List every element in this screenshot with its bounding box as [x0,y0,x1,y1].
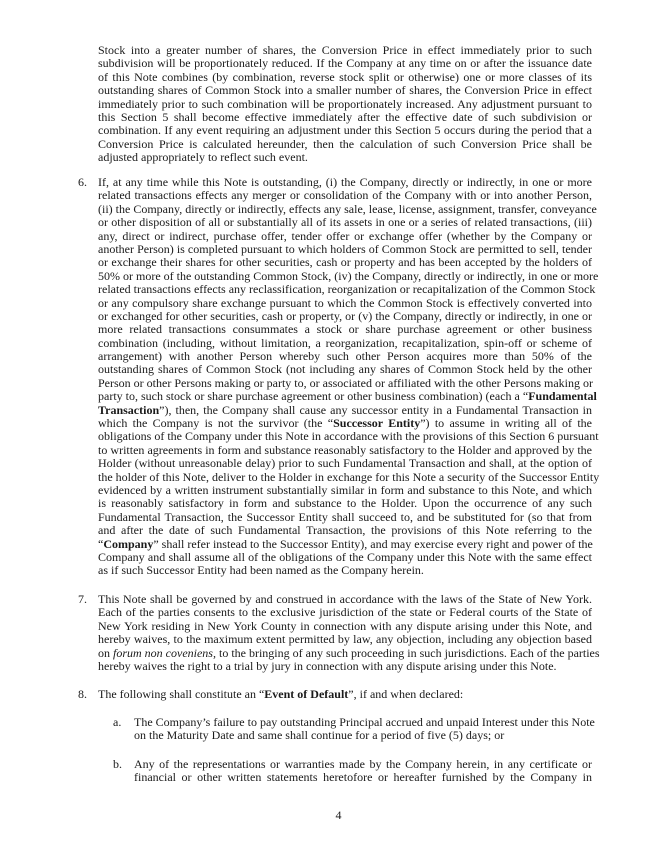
text-line [98,389,597,404]
text-line [98,404,592,417]
text-line [98,189,592,202]
text-line [98,457,592,470]
text-line [98,337,592,350]
text-run: The following shall constitute an “ [98,687,265,701]
text-run: ”), then, the Company shall cause any successor entity in a Fundamental Transaction in [159,402,592,417]
italic-term: forum non coveniens, [113,645,216,660]
text-line [98,564,592,577]
text-run: obligations of the Company under this Note in accordance with the provisions of this Section 6 pursuant [98,429,599,444]
text-run: hereby waives the right to a trial by jury in connection with any dispute arising under this Note. [98,658,557,673]
text-run: to the bringing of any such proceeding in such jurisdictions. Each of the parties [215,645,600,660]
text-line [98,429,599,444]
text-line [98,606,592,619]
text-line [98,84,592,97]
text-run: ” shall refer instead to the Successor Entity), and may exercise every right and power of the [153,536,593,551]
text-line [98,176,592,189]
text-run: any, direct or indirect, purchase offer, tender offer or exchange offer (whether by the Company or [98,228,592,243]
text-run: on the Maturity Date and same shall continue for a period of five (5) days; or [134,728,505,743]
text-run: related transactions effects any merger or consolidation of the Company with or into another Person, [98,188,592,203]
text-line [98,71,592,84]
text-run: on [98,645,113,660]
text-line [98,469,600,484]
text-line [98,98,592,111]
text-run: evidenced by a written instrument substantially similar in form and substance to this Note, and which [98,482,592,497]
text-run: of this Note combines (by combination, reverse stock split or otherwise) one or more classes of its [98,69,592,84]
text-run: Company and shall assume all of the obligations of the Company under this Note with the same effect [98,549,592,564]
paragraph-section-8 [78,687,592,701]
text-line [98,268,599,283]
text-run: financial or other written statements heretofore or hereafter furnished by the Company in [134,770,592,785]
text-run: another Person) is completed pursuant to which holders of Common Stock are permitted to sell, tender [98,241,592,256]
text-run: Conversion Price is calculated hereunder, then the calculation of such Conversion Price shall be [98,136,592,151]
text-run: Person or other Persons making or party to, or associated or affiliated with the other Persons making or [98,375,594,390]
text-run: ”) to assume in writing all of the [420,416,592,431]
text-run: Stock into a greater number of shares, the Conversion Price in effect immediately prior to such [98,43,592,57]
text-line [98,216,592,229]
text-run: hereby waives, to the maximum extent permitted by law, any objection, including any objection based [98,632,592,647]
text-run: Any of the representations or warranties made by the Company herein, in any certificate or [134,757,592,771]
text-run: 50% or more of the outstanding Common Stock, (iv) the Company, directly or indirectly, in one or more [98,268,599,283]
paragraph-section-6 [78,175,600,578]
text-line [98,645,600,660]
text-line [98,282,596,297]
text-run: as if such Successor Entity had been named as the Company herein. [98,563,424,578]
text-line [98,256,592,269]
text-run: to written agreements in form and substance reasonably satisfactory to the Holder and approved by the [98,442,592,457]
defined-term: Company [103,536,154,551]
defined-term: Fundamental [528,389,597,404]
text-run: more related transactions consummates a stock or share purchase agreement or other business [98,322,592,337]
defined-term: Transaction [98,402,160,417]
paragraph-section-8b [113,757,592,785]
text-run: is reasonably satisfactory in form and substance to the Holder. Upon the occurrence of any such [98,496,592,511]
text-line [134,771,592,784]
text-line [98,323,592,336]
text-line [98,524,592,537]
section-number: a. [113,715,122,729]
text-line [134,715,595,729]
text-line [98,484,592,497]
text-line [98,511,592,524]
text-line [98,444,592,457]
text-run: The Company’s failure to pay outstanding Principal accrued and unpaid Interest under this Note [134,715,595,729]
text-line [98,124,592,137]
text-run: arrangement) with another Person whereby such other Person acquires more than 50% of the [98,349,592,364]
text-line [98,111,592,124]
text-line [98,417,592,430]
text-line [98,363,592,376]
text-run: or exchanged for other securities, cash or property, or (v) the Company, directly or indirectly, in one or [98,308,592,323]
text-run: which the Company is not the survivor (the “ [98,416,334,431]
defined-term: Event of Default [264,687,349,701]
paragraph-section-7 [78,592,600,673]
text-run: or exchange their shares for other securities, cash or property and has been accepted by the holders of [98,255,592,270]
section-number: 7. [78,592,87,606]
text-line [98,243,592,256]
text-run: adjusted appropriately to reflect such event. [98,150,308,165]
text-line [98,350,592,363]
section-number: b. [113,757,122,771]
text-run: ”, if and when declared: [348,687,464,701]
text-run: Holder (without unreasonable delay) prior to such Fundamental Transaction and shall, at the option of [98,456,592,471]
text-run: or any compulsory share exchange pursuant to which the Common Stock is effectively converted into [98,295,592,310]
text-line [98,138,592,151]
text-line [98,551,592,564]
text-line [134,758,592,771]
text-run: Fundamental Transaction, the Successor Entity shall succeed to, and be substituted for (so that from [98,509,592,524]
text-line [98,151,592,164]
text-line [98,538,592,551]
text-run: party to, such stock or share purchase agreement or other business combination) (each a “ [98,389,529,404]
text-run: This Note shall be governed by and construed in accordance with the laws of the State of New York. [98,592,592,606]
text-line [98,201,597,216]
text-line [98,57,592,70]
text-run: the holder of this Note, deliver to the Holder in exchange for this Note a security of the Successor Entity [98,469,600,484]
text-run: If, at any time while this Note is outstanding, (i) the Company, directly or indirectly, in one or more [98,175,592,189]
text-run: (ii) the Company, directly or indirectly, effects any sale, lease, license, assignment, transfer, conveyance [98,201,597,216]
page-number: 4 [335,808,342,822]
text-line [134,729,592,742]
text-line [98,633,592,646]
paragraph-section-5-continued [98,44,592,165]
section-number: 6. [78,175,87,189]
text-line [98,660,592,673]
text-line [98,377,592,390]
text-line [98,310,592,323]
text-run: “ [98,536,104,551]
section-number: 8. [78,687,87,701]
text-run: Each of the parties consents to the exclusive jurisdiction of the state or Federal courts of the State of [98,605,592,620]
text-run: or other disposition of all or substantially all of its assets in one or a series of related transactions, (iii) [98,215,592,230]
text-run: subdivision will be proportionately reduced. If the Company at any time on or after the issuance date [98,56,592,71]
text-run: and after the date of such Fundamental Transaction, the provisions of this Note referring to the [98,523,592,538]
defined-term: Successor Entity [333,416,421,431]
text-run: this Section 5 shall become effective immediately after the effective date of such subdivision or [98,109,592,124]
text-run: related transactions effects any reclassification, reorganization or recapitalization of the Common Stock [98,282,596,297]
text-line [98,44,592,57]
text-run: outstanding shares of Common Stock (not including any shares of Common Stock held by the other [98,362,592,377]
text-run: combination. If any event requiring an adjustment under this Section 5 occurs during the period that a [98,123,592,138]
text-line [98,230,592,243]
text-line [98,593,592,606]
text-run: immediately prior to such combination will be proportionately increased. Any adjustment pursuant to [98,96,592,111]
text-run: outstanding shares of Common Stock into a smaller number of shares, the Conversion Price in effect [98,83,592,98]
text-line [98,297,592,310]
text-line [98,620,592,633]
text-run: New York residing in New York County in connection with any dispute arising under this Note, and [98,618,592,633]
paragraph-section-8a [113,715,595,743]
text-line [98,688,592,701]
text-run: combination (including, without limitation, a reorganization, recapitalization, spin-off or scheme of [98,335,592,350]
text-line [98,497,592,510]
